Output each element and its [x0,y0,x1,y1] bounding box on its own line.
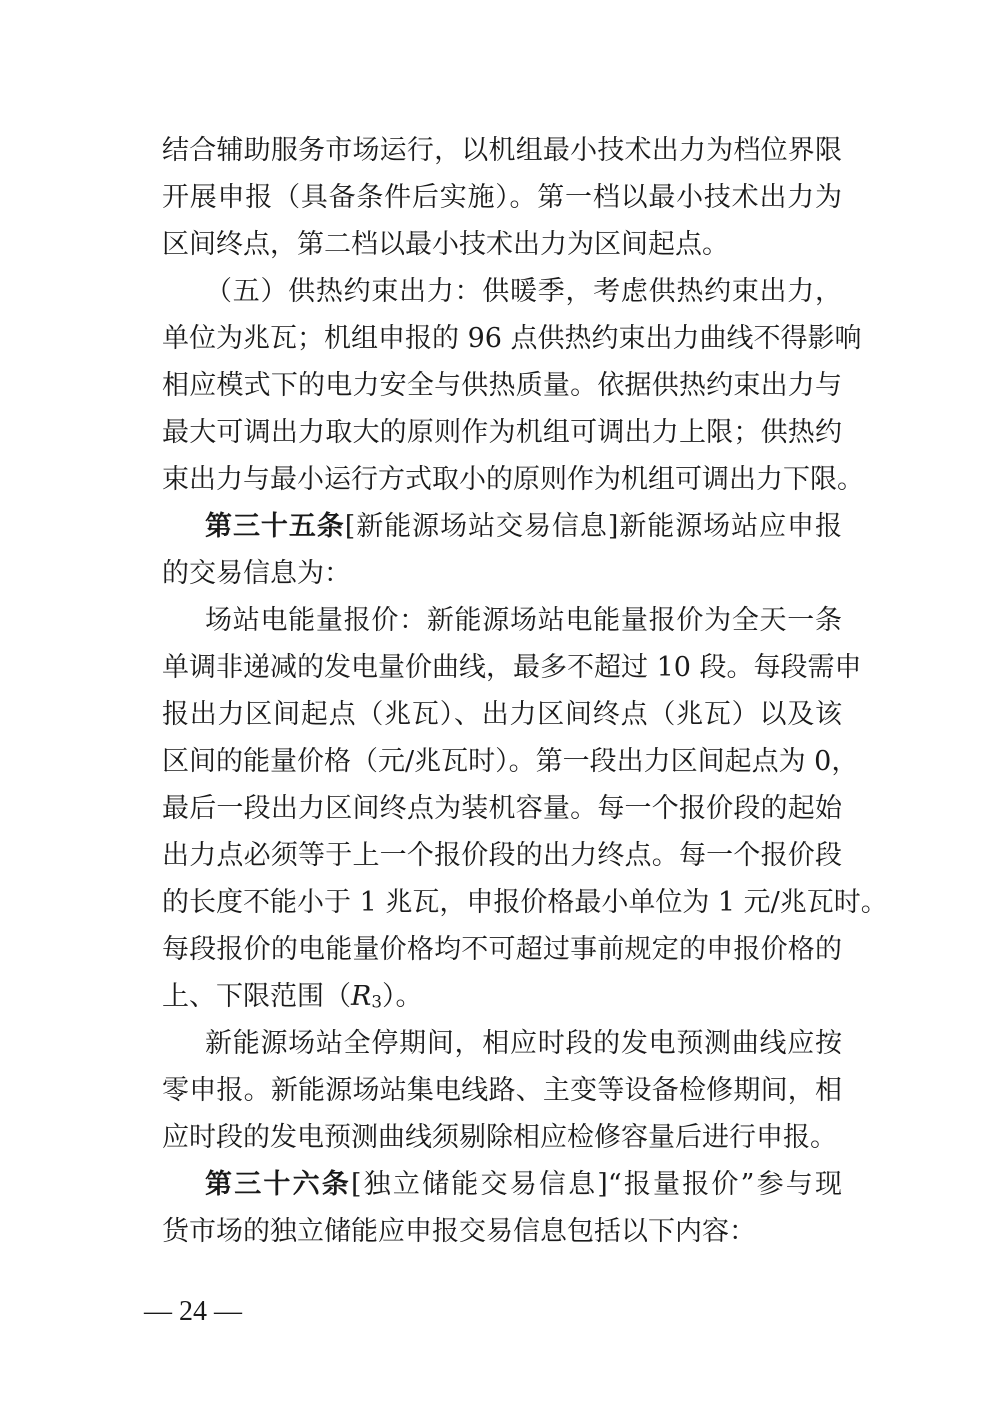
body-line: 开展申报（具备条件后实施）。第一档以最小技术出力为 [162,182,842,213]
body-line: 每段报价的电能量价格均不可超过事前规定的申报价格的 [162,934,842,965]
body-line: 货市场的独立储能应申报交易信息包括以下内容： [162,1216,756,1247]
body-line: 的交易信息为： [162,558,351,589]
body-line: （五）供热约束出力：供暖季，考虑供热约束出力， [205,276,842,307]
range-close: ）。 [382,981,423,1012]
body-line: 零申报。新能源场站集电线路、主变等设备检修期间，相 [162,1075,842,1106]
body-line: 结合辅助服务市场运行，以机组最小技术出力为档位界限 [162,135,842,166]
range-text: 上、下限范围（ [162,981,351,1012]
variable-r: R [351,981,372,1012]
body-line: 区间的能量价格（元/兆瓦时）。第一段出力区间起点为 0， [162,746,859,777]
body-line: 报出力区间起点（兆瓦）、出力区间终点（兆瓦）以及该 [162,699,842,730]
body-line: 最大可调出力取大的原则作为机组可调出力上限；供热约 [162,417,842,448]
variable-subscript: 3 [371,991,382,1012]
body-line: 场站电能量报价：新能源场站电能量报价为全天一条 [205,605,842,636]
body-line: 相应模式下的电力安全与供热质量。依据供热约束出力与 [162,370,842,401]
body-line: 单位为兆瓦；机组申报的 96 点供热约束出力曲线不得影响 [162,323,862,354]
body-line: 出力点必须等于上一个报价段的出力终点。每一个报价段 [162,840,842,871]
body-line: 新能源场站全停期间，相应时段的发电预测曲线应按 [205,1028,842,1059]
body-line: 单调非递减的发电量价曲线，最多不超过 10 段。每段需申 [162,652,862,683]
body-line [162,973,842,1020]
article-35-heading: 第三十五条 [205,511,345,542]
article-36-heading: 第三十六条 [205,1169,351,1200]
body-line: 束出力与最小运行方式取小的原则作为机组可调出力下限。 [162,464,864,495]
body-line: 应时段的发电预测曲线须剔除相应检修容量后进行申报。 [162,1122,837,1153]
body-line: 的长度不能小于 1 兆瓦，申报价格最小单位为 1 元/兆瓦时。 [162,887,888,918]
article-35-line [205,503,842,550]
body-line: 区间终点，第二档以最小技术出力为区间起点。 [162,229,729,260]
body-line: 最后一段出力区间终点为装机容量。每一个报价段的起始 [162,793,842,824]
article-35-title: [新能源场站交易信息]新能源场站应申报 [344,511,842,542]
page-number: — 24 — [144,1296,242,1327]
article-36-title: [独立储能交易信息]“报量报价”参与现 [350,1169,842,1200]
